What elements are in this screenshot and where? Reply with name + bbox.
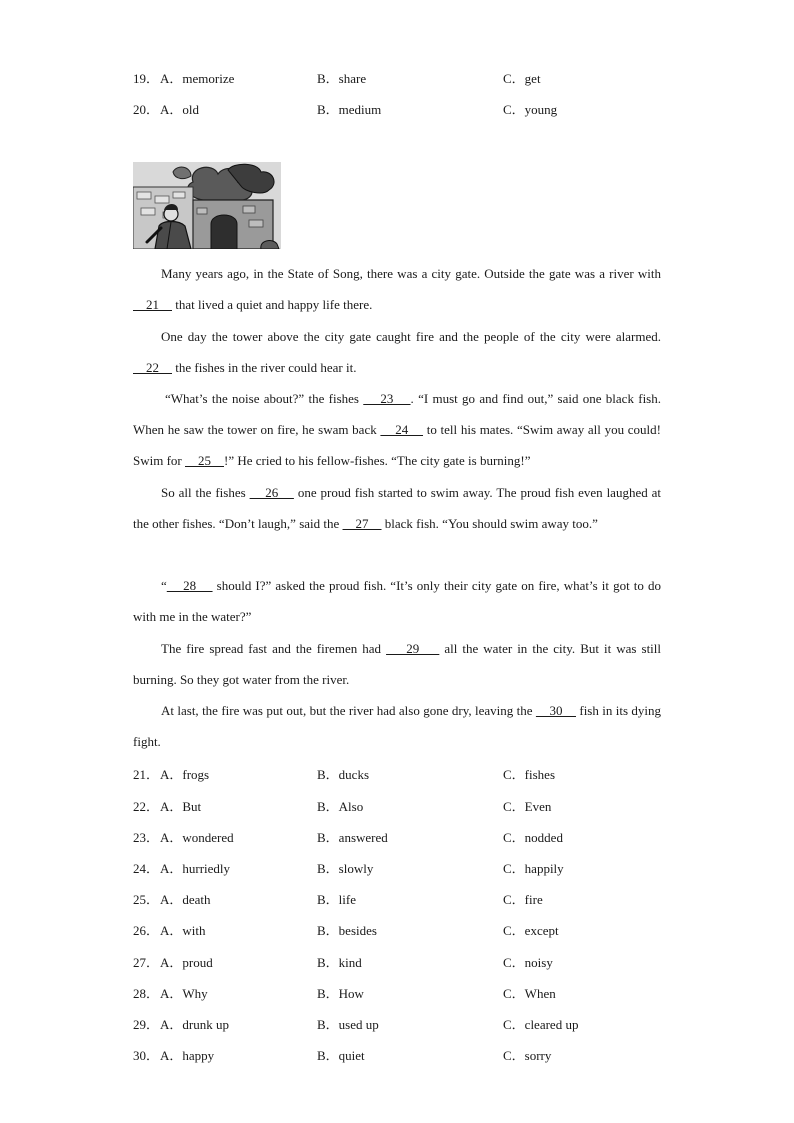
question-row (133, 796, 663, 816)
option-a: A．Why (160, 986, 208, 1001)
passage-text: “What’s the noise about?” the fishes (165, 391, 364, 406)
option-b: B．medium (317, 102, 382, 117)
option-c: C．happily (503, 861, 564, 876)
option-c: C．except (503, 923, 559, 938)
option-c: C．nodded (503, 830, 563, 845)
option-b: B．Also (317, 799, 364, 814)
option-a: A．happy (160, 1048, 215, 1063)
option-c: C．sorry (503, 1048, 552, 1063)
option-c: C．young (503, 102, 558, 117)
option-a: A．death (160, 892, 211, 907)
option-b: B．life (317, 892, 356, 907)
passage-text: !” He cried to his fellow-fishes. “The city gate is burning!” (224, 453, 531, 469)
question-row (133, 858, 663, 878)
blank-22: 22 (133, 360, 172, 376)
option-b: B．share (317, 71, 367, 86)
option-a: A．with (160, 923, 206, 938)
passage-text: should I?” asked the proud fish. “It’s only their city gate on fire, what’s it got to do with me in the water?” (133, 578, 661, 625)
option-b: B．used up (317, 1017, 379, 1032)
passage-text: that lived a quiet and happy life there. (172, 297, 373, 313)
option-a: A．old (160, 102, 200, 117)
passage-text: One day the tower above the city gate caught fire and the people of the city were alarmed. (161, 329, 661, 344)
option-a: A．frogs (160, 767, 210, 782)
question-row (133, 1045, 663, 1065)
option-b: B．quiet (317, 1048, 365, 1063)
question-number: 30． (133, 1048, 160, 1063)
option-a: A．But (160, 799, 202, 814)
question-row (133, 764, 663, 784)
question-number: 23． (133, 830, 160, 845)
passage-paragraph (133, 258, 661, 320)
passage-text: At last, the fire was put out, but the river had also gone dry, leaving the (161, 703, 536, 718)
question-number: 25． (133, 892, 160, 907)
question-row (133, 889, 663, 909)
passage-paragraph (133, 633, 661, 695)
passage-text: one proud fish started to swim away. The proud fish even laughed at the other fishes. “Don’t laugh,” said the (133, 485, 662, 532)
option-a: A．drunk up (160, 1017, 229, 1032)
passage-text: . “I must go and find out,” said one black fish. When he saw the tower on fire, he swam back (133, 391, 661, 438)
question-row (133, 827, 663, 847)
question-row (133, 952, 663, 972)
option-c: C．fishes (503, 767, 556, 782)
passage-text: So all the fishes (161, 485, 250, 500)
option-b: B．answered (317, 830, 388, 845)
question-number: 27． (133, 955, 160, 970)
passage-text: black fish. “You should swim away too.” (381, 516, 598, 532)
passage-text: fish in its dying fight. (133, 703, 662, 750)
option-b: B．kind (317, 955, 362, 970)
option-c: C．fire (503, 892, 543, 907)
blank-28: 28 (166, 578, 213, 593)
blank-26: 26 (249, 485, 294, 500)
question-number: 24． (133, 861, 160, 876)
passage-text: “ (161, 578, 167, 593)
question-number: 21． (133, 767, 160, 782)
passage-text: Many years ago, in the State of Song, there was a city gate. Outside the gate was a river with (161, 266, 661, 281)
option-a: A．wondered (160, 830, 234, 845)
passage-text: all the water in the city. But it was still burning. So they got water from the river. (133, 641, 662, 688)
question-row (133, 99, 663, 119)
passage-text: The fire spread fast and the firemen had (161, 641, 387, 656)
question-number: 26． (133, 923, 160, 938)
city-gate-fire-illustration (133, 162, 281, 249)
blank-21: 21 (133, 297, 172, 313)
passage-text: the fishes in the river could hear it. (172, 360, 357, 376)
question-row (133, 68, 663, 88)
blank-23: 23 (363, 391, 411, 406)
question-number: 29． (133, 1017, 160, 1032)
passage-paragraph (133, 477, 661, 539)
question-row (133, 920, 663, 940)
question-number: 28． (133, 986, 160, 1001)
question-row (133, 1014, 663, 1034)
blank-25: 25 (185, 453, 224, 469)
passage-paragraph (133, 321, 661, 383)
option-a: A．proud (160, 955, 213, 970)
option-a: A．memorize (160, 71, 235, 86)
option-b: B．besides (317, 923, 377, 938)
option-b: B．slowly (317, 861, 374, 876)
option-b: B．ducks (317, 767, 370, 782)
option-c: C．cleared up (503, 1017, 579, 1032)
question-number: 19． (133, 71, 160, 86)
option-b: B．How (317, 986, 364, 1001)
question-number: 22． (133, 799, 160, 814)
option-c: C．noisy (503, 955, 553, 970)
passage-text: to tell his mates. “Swim away all you could! Swim for (133, 422, 662, 469)
question-row (133, 983, 663, 1003)
blank-29: 29 (386, 641, 440, 656)
passage-paragraph (133, 570, 661, 632)
blank-30: 30 (535, 703, 576, 718)
option-c: C．When (503, 986, 556, 1001)
option-c: C．get (503, 71, 541, 86)
blank-27: 27 (342, 516, 382, 532)
passage-paragraph (133, 695, 661, 757)
option-a: A．hurriedly (160, 861, 231, 876)
blank-24: 24 (380, 422, 424, 438)
option-c: C．Even (503, 799, 552, 814)
passage-paragraph (133, 383, 661, 477)
question-number: 20． (133, 102, 160, 117)
